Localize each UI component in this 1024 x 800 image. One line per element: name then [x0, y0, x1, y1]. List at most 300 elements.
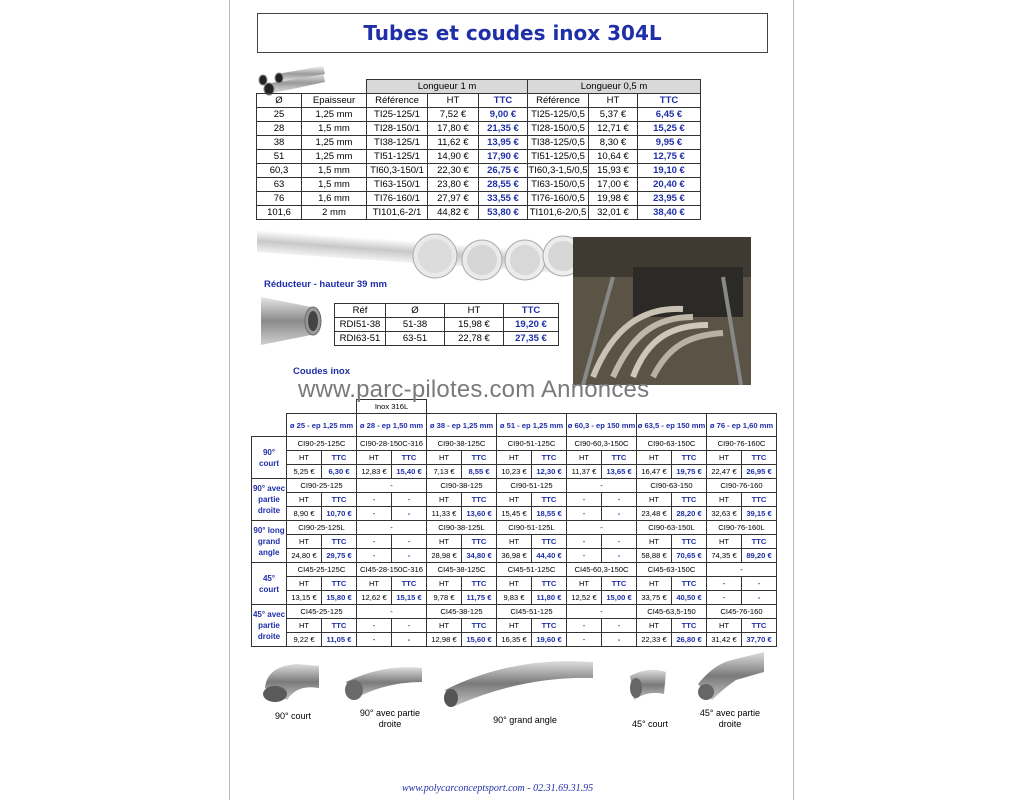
coudes-diameter-header: ø 25 - ep 1,25 mm — [287, 414, 357, 437]
coudes-ref-cell: CI90-51-125L — [497, 521, 567, 535]
coudes-ref-cell: - — [357, 605, 427, 619]
coudes-price-ttc: 19,60 € — [532, 633, 567, 647]
coudes-ref-cell: CI90-63-150C — [637, 437, 707, 451]
tubes-cell: 7,52 € — [428, 108, 479, 122]
coudes-price-row — [252, 465, 777, 479]
reducteur-header-cell: TTC — [504, 304, 559, 318]
coudes-ref-cell: CI45-25-125C — [287, 563, 357, 577]
coudes-ttc-header: TTC — [322, 535, 357, 549]
coudes-price-ht: 31,42 € — [707, 633, 742, 647]
tubes-cell: TI25-125/1 — [367, 108, 428, 122]
coudes-ht-header: HT — [497, 493, 532, 507]
coudes-price-ht: - — [357, 549, 392, 563]
tubes-cell: 9,95 € — [638, 136, 701, 150]
coudes-ref-cell: CI90-63-150L — [637, 521, 707, 535]
tubes-cell: 51 — [257, 150, 302, 164]
tubes-cell: 5,37 € — [589, 108, 638, 122]
coudes-price-ht: 8,90 € — [287, 507, 322, 521]
coudes-ref-cell: - — [707, 563, 777, 577]
coudes-ttc-header: TTC — [322, 577, 357, 591]
coudes-ht-header: HT — [567, 577, 602, 591]
caption-45-court: 45° court — [631, 719, 669, 729]
coudes-price-ttc: 6,30 € — [322, 465, 357, 479]
coudes-ht-header: HT — [497, 619, 532, 633]
coudes-price-ht: 5,25 € — [287, 465, 322, 479]
tubes-cell: TI101,6-2/0,5 — [528, 206, 589, 220]
coudes-price-ttc: 19,75 € — [672, 465, 707, 479]
coudes-ref-cell: - — [567, 521, 637, 535]
coudes-ref-cell: CI45-38-125C — [427, 563, 497, 577]
coudes-price-ht: 36,98 € — [497, 549, 532, 563]
coudes-htttc-row — [252, 577, 777, 591]
table-row — [257, 192, 701, 206]
coudes-price-ttc: 11,05 € — [322, 633, 357, 647]
tubes-cell: 1,6 mm — [302, 192, 367, 206]
elbow-45-court-image — [626, 664, 670, 704]
coudes-price-row — [252, 549, 777, 563]
coudes-corner — [252, 400, 287, 414]
tubes-cell: TI63-150/1 — [367, 178, 428, 192]
coudes-ttc-header: TTC — [392, 577, 427, 591]
coudes-price-ttc: 44,40 € — [532, 549, 567, 563]
table-row — [335, 332, 559, 346]
coudes-price-ht: 15,45 € — [497, 507, 532, 521]
tubes-cell: 28 — [257, 122, 302, 136]
coudes-ref-cell: CI90-25-125C — [287, 437, 357, 451]
tubes-cell: 23,95 € — [638, 192, 701, 206]
coudes-ref-cell: CI45-76-160 — [707, 605, 777, 619]
coudes-ref-cell: CI45-60,3-150C — [567, 563, 637, 577]
tubes-cell: 19,10 € — [638, 164, 701, 178]
tubes-group-header-row — [257, 80, 701, 94]
coudes-price-ttc: 11,75 € — [462, 591, 497, 605]
tubes-cell: 38 — [257, 136, 302, 150]
tubes-cell: 8,30 € — [589, 136, 638, 150]
coudes-price-row — [252, 507, 777, 521]
coudes-ref-row — [252, 437, 777, 451]
coudes-ref-cell: - — [357, 479, 427, 493]
coudes-ref-cell: CI90-28-150C-316 — [357, 437, 427, 451]
coudes-price-ht: 74,35 € — [707, 549, 742, 563]
coudes-ht-header: HT — [287, 577, 322, 591]
coudes-price-ht: 11,37 € — [567, 465, 602, 479]
coudes-ht-header: HT — [497, 451, 532, 465]
coudes-ref-cell: CI90-38-125 — [427, 479, 497, 493]
coudes-ttc-header: TTC — [532, 451, 567, 465]
coudes-price-ttc: 28,20 € — [672, 507, 707, 521]
coudes-price-ttc: - — [392, 633, 427, 647]
tubes-cell: 25 — [257, 108, 302, 122]
coudes-ttc-header: - — [742, 577, 777, 591]
tubes-cell: 22,30 € — [428, 164, 479, 178]
reducteur-image — [255, 293, 327, 349]
coudes-htttc-row — [252, 535, 777, 549]
coudes-ref-cell: CI45-28-150C-316 — [357, 563, 427, 577]
coudes-ttc-header: TTC — [322, 493, 357, 507]
coudes-price-ttc: 15,60 € — [462, 633, 497, 647]
tubes-cell: 63 — [257, 178, 302, 192]
coudes-group-label: 45° court — [252, 563, 287, 605]
tubes-cell: 20,40 € — [638, 178, 701, 192]
coudes-price-ht: 12,83 € — [357, 465, 392, 479]
tubes-cell: 1,5 mm — [302, 178, 367, 192]
coudes-ref-cell: CI45-63-150C — [637, 563, 707, 577]
reducteur-cell: 22,78 € — [445, 332, 504, 346]
tubes-cell: TI60,3-150/1 — [367, 164, 428, 178]
tubes-cell: 15,25 € — [638, 122, 701, 136]
coudes-group-label: 90° avec partie droite — [252, 479, 287, 521]
tubes-cell: 17,80 € — [428, 122, 479, 136]
coudes-ttc-header: TTC — [322, 451, 357, 465]
coudes-price-ttc: 26,80 € — [672, 633, 707, 647]
elbow-90-grand-angle-image — [443, 648, 599, 708]
coudes-price-ht: 10,23 € — [497, 465, 532, 479]
coudes-ref-row — [252, 521, 777, 535]
tubes-cell: 76 — [257, 192, 302, 206]
coudes-ttc-header: - — [602, 535, 637, 549]
coudes-group-label: 45° avec partie droite — [252, 605, 287, 647]
coudes-htttc-row — [252, 451, 777, 465]
tubes-header-cell: Epaisseur — [302, 94, 367, 108]
coudes-ttc-header: TTC — [462, 493, 497, 507]
tubes-cell: 1,25 mm — [302, 150, 367, 164]
coudes-ht-header: - — [357, 619, 392, 633]
table-row — [257, 164, 701, 178]
tubes-cell: 1,5 mm — [302, 122, 367, 136]
reducteur-header-cell: HT — [445, 304, 504, 318]
coudes-diameter-header: ø 60,3 - ep 150 mm — [567, 414, 637, 437]
tubes-cell: 101,6 — [257, 206, 302, 220]
coudes-htttc-row — [252, 619, 777, 633]
coudes-ref-cell: CI90-76-160C — [707, 437, 777, 451]
coudes-ht-header: HT — [707, 535, 742, 549]
coudes-price-ht: - — [357, 633, 392, 647]
coudes-price-ttc: - — [392, 549, 427, 563]
tubes-cell: 23,80 € — [428, 178, 479, 192]
coudes-ref-cell: CI90-76-160 — [707, 479, 777, 493]
coudes-price-ht: 9,78 € — [427, 591, 462, 605]
watermark-text: www.parc-pilotes.com Annonces — [298, 376, 650, 403]
tubes-cell: 26,75 € — [479, 164, 528, 178]
coudes-price-ht: 11,33 € — [427, 507, 462, 521]
tubes-cell: 15,93 € — [589, 164, 638, 178]
coudes-ref-cell: CI90-51-125 — [497, 479, 567, 493]
coudes-price-ht: 12,98 € — [427, 633, 462, 647]
coudes-ref-cell: CI90-76-160L — [707, 521, 777, 535]
coudes-ht-header: HT — [497, 535, 532, 549]
coudes-corner — [252, 414, 287, 437]
coudes-ht-header: - — [707, 577, 742, 591]
tubes-header-cell: HT — [428, 94, 479, 108]
coudes-price-ttc: 15,00 € — [602, 591, 637, 605]
coudes-ttc-header: TTC — [462, 577, 497, 591]
coudes-price-ht: 22,33 € — [637, 633, 672, 647]
coudes-ht-header: HT — [707, 451, 742, 465]
coudes-ht-header: HT — [637, 535, 672, 549]
table-row — [335, 318, 559, 332]
tubes-cell: TI51-125/0,5 — [528, 150, 589, 164]
coudes-ttc-header: - — [392, 619, 427, 633]
tubes-stack-image — [257, 222, 587, 284]
coudes-ht-header: HT — [637, 493, 672, 507]
coudes-ttc-header: TTC — [602, 577, 637, 591]
tubes-cell: 1,25 mm — [302, 108, 367, 122]
tubes-cell: 21,35 € — [479, 122, 528, 136]
coudes-price-ttc: 34,80 € — [462, 549, 497, 563]
coudes-price-ttc: 10,70 € — [322, 507, 357, 521]
coudes-ht-header: HT — [427, 451, 462, 465]
tubes-cell: 14,90 € — [428, 150, 479, 164]
coudes-ht-header: HT — [287, 535, 322, 549]
tubes-header-cell: Référence — [528, 94, 589, 108]
coudes-ttc-header: TTC — [462, 451, 497, 465]
tubes-cell: TI38-125/0,5 — [528, 136, 589, 150]
coudes-diameter-header: ø 51 - ep 1,25 mm — [497, 414, 567, 437]
tubes-cell: 12,75 € — [638, 150, 701, 164]
coudes-ttc-header: - — [392, 535, 427, 549]
caption-90-court: 90° court — [274, 711, 312, 721]
coudes-ttc-header: TTC — [532, 577, 567, 591]
coudes-price-row — [252, 633, 777, 647]
tubes-cell: 11,62 € — [428, 136, 479, 150]
tubes-cell: TI76-160/1 — [367, 192, 428, 206]
coudes-ht-header: HT — [497, 577, 532, 591]
table-row — [257, 108, 701, 122]
reducteur-cell: RDI51-38 — [335, 318, 386, 332]
coudes-title: Coudes inox — [293, 366, 351, 377]
coudes-diameter-header: ø 63,5 - ep 150 mm — [637, 414, 707, 437]
tubes-cell: TI51-125/1 — [367, 150, 428, 164]
caption-90-grand-angle: 90° grand angle — [493, 715, 557, 725]
coudes-ht-header: HT — [357, 577, 392, 591]
coudes-price-ttc: 11,80 € — [532, 591, 567, 605]
tubes-cell: 1,5 mm — [302, 164, 367, 178]
table-row — [257, 206, 701, 220]
coudes-ht-header: HT — [427, 619, 462, 633]
coudes-ht-header: HT — [707, 619, 742, 633]
coudes-ht-header: HT — [287, 619, 322, 633]
elbow-90-court-image — [257, 660, 327, 706]
coudes-price-ttc: - — [602, 507, 637, 521]
table-row — [257, 150, 701, 164]
coudes-ref-row — [252, 563, 777, 577]
coudes-ttc-header: TTC — [742, 451, 777, 465]
caption-45-avec-partie-droite: 45° avec partie droite — [699, 708, 761, 729]
coudes-price-ht: 33,75 € — [637, 591, 672, 605]
coudes-price-ht: 22,47 € — [707, 465, 742, 479]
table-row — [257, 178, 701, 192]
tubes-cell: TI76-160/0,5 — [528, 192, 589, 206]
coudes-ht-header: HT — [637, 451, 672, 465]
coudes-diameter-header: ø 76 - ep 1,60 mm — [707, 414, 777, 437]
tubes-header-row — [257, 94, 701, 108]
tubes-group-1m: Longueur 1 m — [367, 80, 528, 94]
tubes-cell: 10,64 € — [589, 150, 638, 164]
coudes-price-ht: 32,63 € — [707, 507, 742, 521]
coudes-diameter-header: ø 38 - ep 1,25 mm — [427, 414, 497, 437]
coudes-price-row — [252, 591, 777, 605]
coudes-ref-row — [252, 605, 777, 619]
reducteur-cell: 27,35 € — [504, 332, 559, 346]
reducteur-header-row — [335, 304, 559, 318]
coudes-ht-header: HT — [427, 577, 462, 591]
coudes-price-ttc: 15,40 € — [392, 465, 427, 479]
coudes-price-ttc: 37,70 € — [742, 633, 777, 647]
coudes-price-ttc: 12,30 € — [532, 465, 567, 479]
coudes-ht-header: HT — [637, 619, 672, 633]
coudes-ttc-header: TTC — [462, 619, 497, 633]
page-right-edge — [793, 0, 794, 800]
coudes-price-ht: 12,52 € — [567, 591, 602, 605]
coudes-price-ht: 16,35 € — [497, 633, 532, 647]
coudes-ht-header: HT — [287, 493, 322, 507]
tubes-cell: 28,55 € — [479, 178, 528, 192]
tubes-header-cell: Ø — [257, 94, 302, 108]
tubes-cell: 1,25 mm — [302, 136, 367, 150]
coudes-ht-header: HT — [637, 577, 672, 591]
coudes-ref-row — [252, 479, 777, 493]
coudes-price-ttc: 39,15 € — [742, 507, 777, 521]
tubes-group-05m: Longueur 0,5 m — [528, 80, 701, 94]
coudes-ref-cell: CI45-51-125C — [497, 563, 567, 577]
coudes-price-ttc: 70,65 € — [672, 549, 707, 563]
engine-exhaust-photo — [573, 237, 751, 385]
coudes-ttc-header: TTC — [672, 535, 707, 549]
coudes-ref-cell: CI90-25-125L — [287, 521, 357, 535]
coudes-ref-cell: - — [567, 479, 637, 493]
coudes-price-ht: 23,48 € — [637, 507, 672, 521]
tubes-cell: 2 mm — [302, 206, 367, 220]
coudes-ht-header: HT — [427, 535, 462, 549]
coudes-ref-cell: CI90-60,3-150C — [567, 437, 637, 451]
coudes-ttc-header: TTC — [672, 451, 707, 465]
coudes-price-ttc: - — [742, 591, 777, 605]
tubes-header-cell: TTC — [638, 94, 701, 108]
coudes-ref-cell: CI90-51-125C — [497, 437, 567, 451]
tubes-cell: 13,95 € — [479, 136, 528, 150]
coudes-ht-header: - — [357, 493, 392, 507]
tubes-cell: 17,90 € — [479, 150, 528, 164]
coudes-price-ht: 58,88 € — [637, 549, 672, 563]
coudes-price-ht: 13,15 € — [287, 591, 322, 605]
tubes-cell: 27,97 € — [428, 192, 479, 206]
coudes-price-ttc: 26,95 € — [742, 465, 777, 479]
reducteur-cell: 63-51 — [386, 332, 445, 346]
coudes-price-ht: 28,98 € — [427, 549, 462, 563]
coudes-price-ttc: - — [392, 507, 427, 521]
coudes-price-ttc: - — [602, 549, 637, 563]
tubes-header-cell: Référence — [367, 94, 428, 108]
coudes-price-ht: 9,22 € — [287, 633, 322, 647]
coudes-group-label: 90° court — [252, 437, 287, 479]
coudes-ref-cell: - — [567, 605, 637, 619]
coudes-ht-header: HT — [707, 493, 742, 507]
coudes-price-ht: 16,47 € — [637, 465, 672, 479]
tubes-cell: 33,55 € — [479, 192, 528, 206]
coudes-ht-header: - — [357, 535, 392, 549]
coudes-ttc-header: TTC — [462, 535, 497, 549]
coudes-table — [251, 399, 777, 647]
coudes-diameter-row — [252, 414, 777, 437]
coudes-price-ttc: 13,65 € — [602, 465, 637, 479]
coudes-price-ttc: 18,55 € — [532, 507, 567, 521]
tubes-cell: TI63-150/0,5 — [528, 178, 589, 192]
table-row — [257, 122, 701, 136]
reducteur-cell: 51-38 — [386, 318, 445, 332]
reducteur-cell: RDI63-51 — [335, 332, 386, 346]
coudes-ht-header: - — [567, 619, 602, 633]
caption-90-avec-partie-droite: 90° avec partie droite — [359, 708, 421, 729]
reducteur-cell: 19,20 € — [504, 318, 559, 332]
coudes-ht-header: - — [567, 493, 602, 507]
coudes-price-ht: 9,83 € — [497, 591, 532, 605]
title-box — [257, 13, 768, 53]
coudes-price-ht: 12,62 € — [357, 591, 392, 605]
coudes-price-ht: 7,13 € — [427, 465, 462, 479]
tubes-cell: 6,45 € — [638, 108, 701, 122]
coudes-ttc-header: TTC — [322, 619, 357, 633]
coudes-material-label: Inox 316L — [357, 400, 427, 414]
tubes-table — [256, 79, 701, 220]
tubes-cell: TI101,6-2/1 — [367, 206, 428, 220]
coudes-ref-cell: CI90-63-150 — [637, 479, 707, 493]
tubes-cell: TI25-125/0,5 — [528, 108, 589, 122]
tubes-cell: 32,01 € — [589, 206, 638, 220]
tubes-cell: 53,80 € — [479, 206, 528, 220]
elbow-45-avec-partie-droite-image — [694, 650, 768, 702]
coudes-ttc-header: - — [602, 619, 637, 633]
coudes-price-ht: - — [567, 549, 602, 563]
coudes-ttc-header: TTC — [672, 493, 707, 507]
tubes-cell: TI38-125/1 — [367, 136, 428, 150]
reducteur-table — [334, 303, 559, 346]
coudes-ttc-header: TTC — [742, 535, 777, 549]
reducteur-title: Réducteur - hauteur 39 mm — [264, 279, 387, 290]
coudes-ttc-header: TTC — [742, 619, 777, 633]
tubes-cell: 9,00 € — [479, 108, 528, 122]
coudes-ht-header: HT — [567, 451, 602, 465]
coudes-diameter-header: ø 28 - ep 1,50 mm — [357, 414, 427, 437]
coudes-ht-header: HT — [427, 493, 462, 507]
coudes-ref-cell: CI45-25-125 — [287, 605, 357, 619]
coudes-ttc-header: TTC — [672, 577, 707, 591]
coudes-ht-header: HT — [357, 451, 392, 465]
tubes-cell: 38,40 € — [638, 206, 701, 220]
coudes-price-ttc: 15,80 € — [322, 591, 357, 605]
tubes-cell: TI28-150/0,5 — [528, 122, 589, 136]
reducteur-header-cell: Ø — [386, 304, 445, 318]
coudes-ref-cell: - — [357, 521, 427, 535]
coudes-price-ttc: 8,55 € — [462, 465, 497, 479]
tubes-cell: 44,82 € — [428, 206, 479, 220]
coudes-htttc-row — [252, 493, 777, 507]
tubes-header-cell: HT — [589, 94, 638, 108]
coudes-price-ht: - — [567, 633, 602, 647]
coudes-ref-cell: CI90-38-125C — [427, 437, 497, 451]
coudes-ttc-header: TTC — [392, 451, 427, 465]
coudes-ttc-header: TTC — [742, 493, 777, 507]
coudes-ht-header: - — [567, 535, 602, 549]
coudes-ttc-header: TTC — [672, 619, 707, 633]
coudes-ttc-header: - — [602, 493, 637, 507]
coudes-ref-cell: CI90-38-125L — [427, 521, 497, 535]
coudes-ttc-header: TTC — [532, 619, 567, 633]
coudes-ttc-header: - — [392, 493, 427, 507]
tubes-cell: TI60,3-1,5/0,5 — [528, 165, 588, 176]
coudes-ht-header: HT — [287, 451, 322, 465]
table-row — [257, 136, 701, 150]
coudes-ttc-header: TTC — [532, 493, 567, 507]
